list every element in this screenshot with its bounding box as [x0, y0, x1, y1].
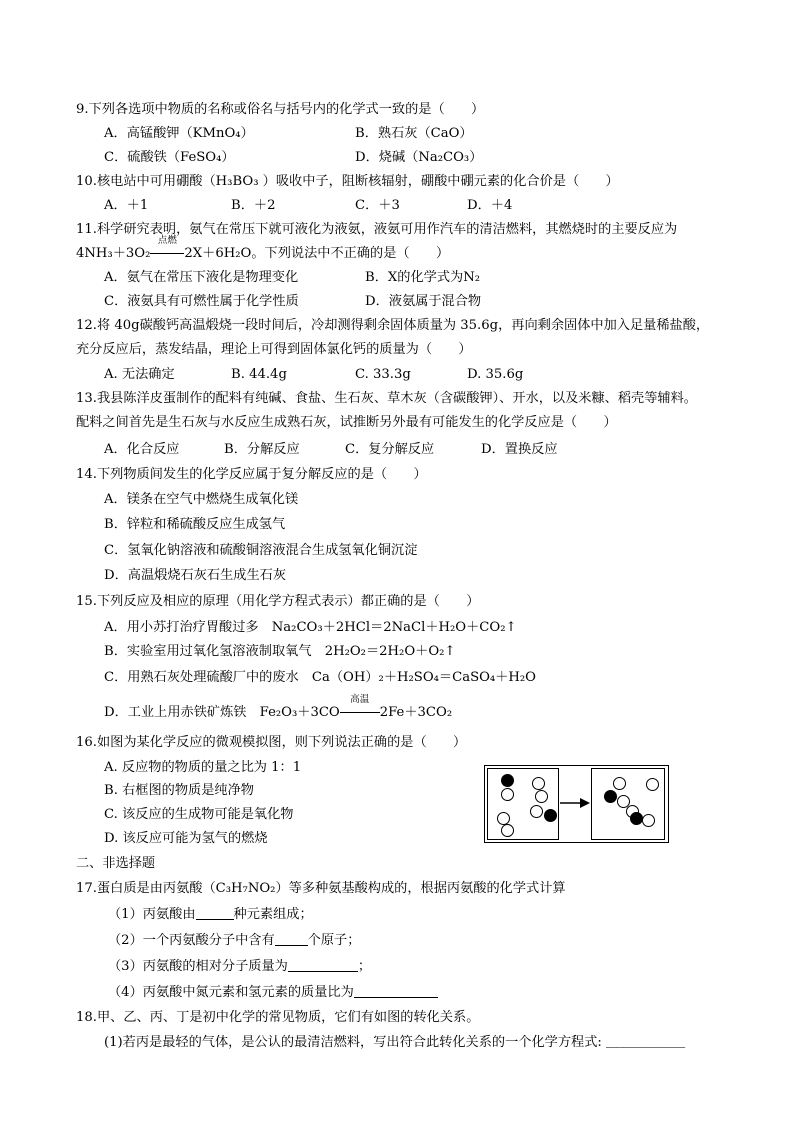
q16-option-b: B. 右框图的物质是纯净物 [104, 783, 254, 798]
q18-stem: 18.甲、乙、丙、丁是初中化学的常见物质，它们有如图的转化关系。 [76, 1010, 480, 1025]
q15-d-condition [340, 694, 380, 722]
q11-stem: 11.科学研究表明，氨气在常压下就可液化为液氨，液氨可用作汽车的清洁燃料，其燃烧时的主要反应为 [76, 222, 678, 237]
q14-option-b: B．锌粒和稀硫酸反应生成氢气 [104, 517, 286, 532]
reaction-arrow-icon [560, 796, 590, 810]
q11-eq-left: 4NH₃＋3O₂ [76, 246, 151, 261]
q15-option-c: C．用熟石灰处理硫酸厂中的废水 Ca（OH）₂＋H₂SO₄＝CaSO₄＋H₂O [104, 670, 536, 685]
q13-stem-1: 13.我县陈洋皮蛋制作的配料有纯碱、食盐、生石灰、草木灰（含碳酸钾）、开水，以及米糠、稻壳等辅料。 [76, 391, 697, 406]
q16-option-c: C. 该反应的生成物可能是氧化物 [104, 807, 294, 822]
q17-p3-suffix: ； [357, 959, 372, 974]
q11-option-c: C．液氨具有可燃性属于化学性质 [104, 294, 299, 309]
dark-atom [630, 812, 643, 825]
reaction-micro-diagram [484, 765, 669, 843]
q15-stem: 15.下列反应及相应的原理（用化学方程式表示）都正确的是（ ） [76, 594, 480, 609]
q12-option-d: D. 35.6g [467, 367, 524, 382]
q13-stem-2: 配料之间首先是生石灰与水反应生成熟石灰，试推断另外最有可能发生的化学反应是（ ） [76, 415, 617, 430]
q9-options [104, 125, 473, 143]
q13-option-b: B．分解反应 [224, 442, 300, 457]
q9-option-b: B．熟石灰（CaO） [355, 126, 473, 141]
q12-option-b: B. 44.4g [231, 367, 287, 382]
q17-p4-answer-blank[interactable] [354, 984, 438, 998]
q17-part-2 [108, 932, 360, 950]
q15-d-condition-text: 高温 [350, 694, 370, 705]
q14-option-d: D．高温煅烧石灰石生成生石灰 [104, 568, 287, 583]
q10-option-b: B．＋2 [231, 198, 276, 213]
q14-option-a: A．镁条在空气中燃烧生成氧化镁 [104, 492, 299, 507]
light-atom [532, 777, 545, 790]
q11-eq-right: 2X＋6H₂O。下列说法中不正确的是（ ） [184, 246, 450, 261]
q16-stem: 16.如图为某化学反应的微观模拟图，则下列说法正确的是（ ） [76, 735, 467, 750]
dark-atom [501, 774, 514, 787]
q12-stem-2: 充分反应后，蒸发结晶，理论上可得到固体氯化钙的质量为（ ） [76, 342, 472, 357]
q11-options-2 [104, 293, 482, 311]
q10-stem: 10.核电站中可用硼酸（H₃BO₃ ）吸收中子，阻断核辐射，硼酸中硼元素的化合价是（ ） [76, 174, 619, 189]
light-atom [642, 814, 655, 827]
q11-eq-condition-text: 点燃 [157, 235, 177, 246]
q18-part-1: (1)若丙是最轻的气体，是公认的最清洁燃料，写出符合此转化关系的一个化学方程式: ＿＿＿＿＿＿ [104, 1035, 686, 1050]
q17-part-3 [108, 958, 371, 976]
q15-d-right: 2Fe＋3CO₂ [379, 705, 453, 720]
q13-option-d: D．置换反应 [481, 442, 558, 457]
reactant-box [487, 768, 559, 840]
light-atom [646, 778, 659, 791]
light-atom [501, 824, 514, 837]
q17-p2-answer-blank[interactable] [275, 932, 308, 946]
q12-option-a: A. 无法确定 [104, 367, 175, 382]
q17-p3-prefix: （3）丙氨酸的相对分子质量为 [108, 959, 288, 974]
q11-options [104, 269, 481, 287]
q15-option-d [104, 694, 453, 722]
q17-p3-answer-blank[interactable] [288, 958, 358, 972]
q15-option-b: B．实验室用过氧化氢溶液制取氧气 2H₂O₂＝2H₂O＋O₂↑ [104, 644, 456, 659]
q16-option-a: A. 反应物的物质的量之比为 1：1 [104, 760, 302, 775]
q12-stem-1: 12.将 40g碳酸钙高温煅烧一段时间后，冷却测得剩余固体质量为 35.6g，再向剩余固体中加入足量稀盐酸， [76, 318, 710, 333]
dark-atom [544, 809, 557, 822]
q11-option-b: B．X的化学式为N₂ [365, 270, 481, 285]
q17-p1-answer-blank[interactable] [196, 906, 234, 920]
q14-stem: 14.下列物质间发生的化学反应属于复分解反应的是（ ） [76, 467, 427, 482]
light-atom [535, 790, 548, 803]
q16-option-d: D. 该反应可能为氢气的燃烧 [104, 831, 268, 846]
q17-p1-prefix: （1）丙氨酸由 [108, 907, 196, 922]
light-atom [530, 805, 543, 818]
q9-option-d: D．烧碱（Na₂CO₃） [355, 150, 483, 165]
dark-atom [604, 790, 617, 803]
q17-part-1 [108, 906, 313, 924]
q15-d-left: D．工业上用赤铁矿炼铁 Fe₂O₃＋3CO [104, 705, 340, 720]
q12-option-c: C. 33.3g [355, 367, 411, 382]
light-atom [613, 777, 626, 790]
q15-option-a: A．用小苏打治疗胃酸过多 Na₂CO₃＋2HCl＝2NaCl＋H₂O＋CO₂↑ [104, 620, 517, 635]
q11-equation [76, 235, 450, 263]
section-title: 二、非选择题 [76, 856, 156, 871]
q9-stem: 9.下列各选项中物质的名称或俗名与括号内的化学式一致的是（ ） [76, 102, 485, 117]
q10-option-d: D．＋4 [467, 198, 513, 213]
q9-option-a: A．高锰酸钾（KMnO₄） [104, 126, 254, 141]
q10-option-c: C．＋3 [355, 198, 400, 213]
q11-option-d: D．液氨属于混合物 [365, 294, 482, 309]
product-box [591, 768, 665, 840]
q17-part-4 [108, 984, 438, 1002]
q13-option-c: C．复分解反应 [345, 442, 435, 457]
q9-option-c: C．硫酸铁（FeSO₄） [104, 150, 235, 165]
q17-p2-prefix: （2）一个丙氨酸分子中含有 [108, 933, 275, 948]
q17-p2-suffix: 个原子； [307, 933, 361, 948]
q17-stem: 17.蛋白质是由丙氨酸（C₃H₇NO₂）等多种氨基酸构成的，根据丙氨酸的化学式计算 [76, 881, 566, 896]
q13-option-a: A．化合反应 [104, 442, 180, 457]
q9-options-2 [104, 149, 483, 167]
q11-eq-condition [150, 235, 184, 263]
q17-p1-suffix: 种元素组成； [233, 907, 313, 922]
q11-option-a: A．氨气在常压下液化是物理变化 [104, 270, 299, 285]
q14-option-c: C．氢氧化钠溶液和硫酸铜溶液混合生成氢氧化铜沉淀 [104, 543, 418, 558]
q17-p4-prefix: （4）丙氨酸中氮元素和氢元素的质量比为 [108, 985, 354, 1000]
light-atom [501, 788, 514, 801]
q10-option-a: A．＋1 [104, 198, 149, 213]
